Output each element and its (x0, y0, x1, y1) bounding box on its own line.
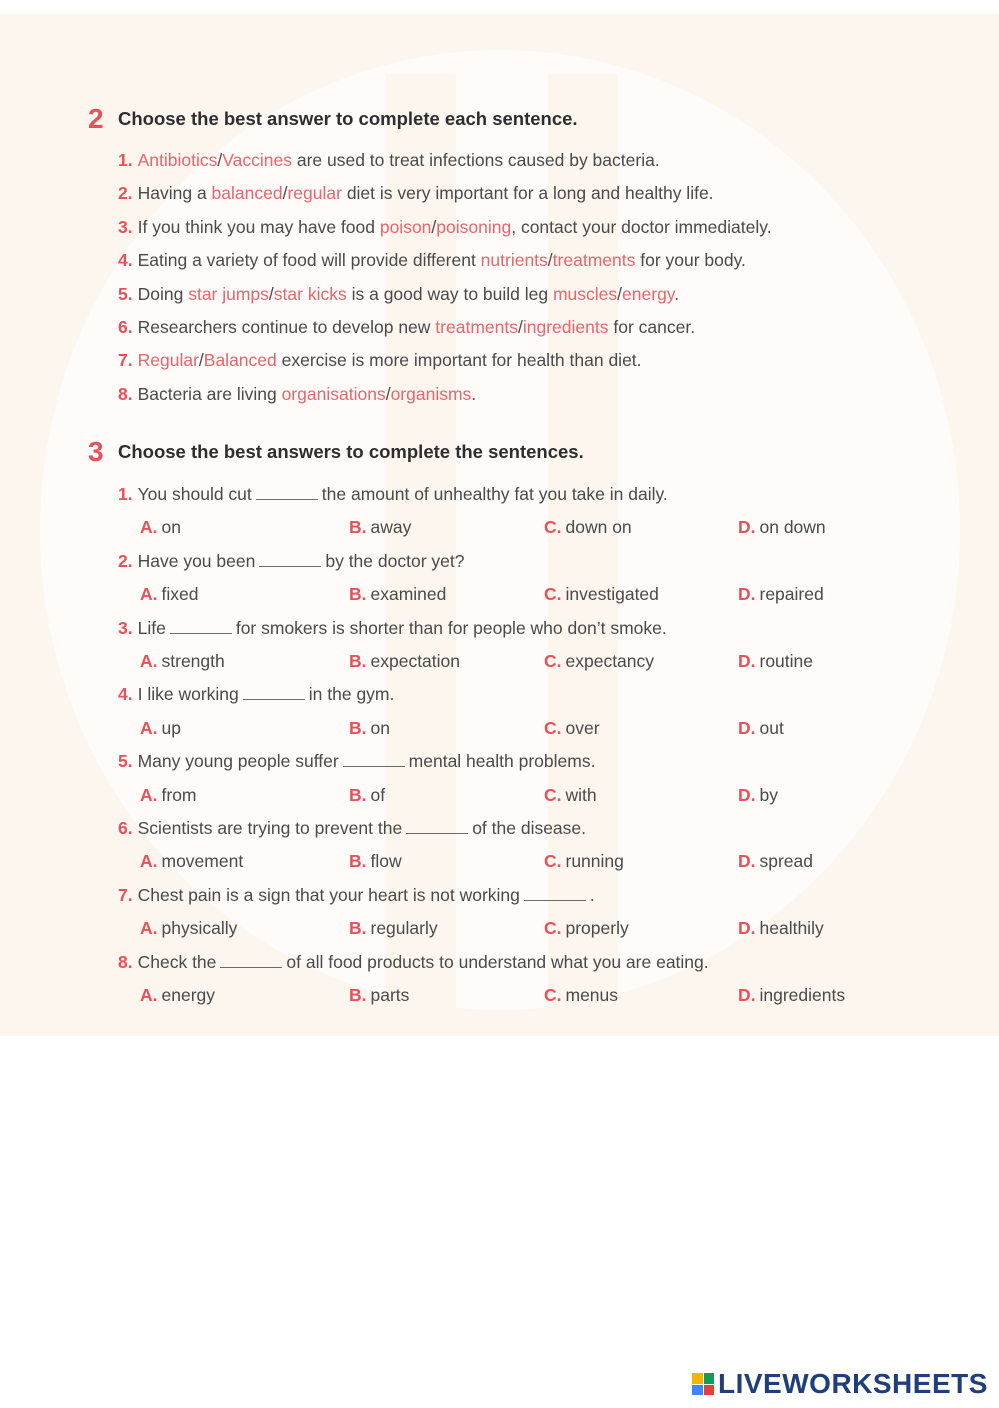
sentence-text: . (674, 283, 680, 304)
answer-choice[interactable]: treatments (435, 317, 518, 337)
option-letter: A. (140, 985, 158, 1005)
option-letter: A. (140, 851, 158, 872)
answer-blank[interactable] (256, 485, 318, 500)
question-text-after: the amount of unhealthy fat you take in daily. (321, 484, 668, 504)
question-text-after: in the gym. (308, 684, 395, 705)
answer-blank[interactable] (170, 619, 232, 634)
answer-option[interactable] (738, 915, 824, 941)
answer-choice[interactable]: Regular (137, 350, 199, 371)
option-letter: B. (349, 985, 367, 1005)
section-3-question (118, 481, 668, 507)
sentence-text: diet is very important for a long and healthy life. (341, 183, 714, 204)
question-text-after: by the doctor yet? (325, 550, 465, 571)
option-text: menus (565, 985, 619, 1005)
brand-name: LIVEWORKSHEETS (718, 1368, 988, 1399)
option-text: healthily (759, 918, 824, 939)
section-3-question (118, 748, 595, 774)
answer-option[interactable] (544, 982, 618, 1008)
answer-option[interactable] (544, 514, 632, 540)
answer-option[interactable] (349, 915, 438, 941)
question-text-before: Have you been (137, 550, 256, 571)
section-2-item (118, 314, 695, 340)
answer-choice[interactable]: Antibiotics (137, 150, 218, 170)
option-text: repaired (759, 584, 824, 605)
answer-choice[interactable]: poison (379, 216, 432, 237)
answer-choice[interactable]: balanced (211, 183, 283, 204)
option-letter: B. (349, 584, 367, 605)
question-text-after: of the disease. (472, 818, 587, 838)
answer-blank[interactable] (343, 752, 405, 767)
question-number: 6. (118, 818, 133, 838)
option-text: parts (370, 985, 410, 1005)
item-number: 3. (118, 216, 133, 237)
option-letter: A. (140, 784, 158, 805)
option-text: examined (370, 584, 447, 605)
liveworksheets-logo[interactable] (692, 1364, 988, 1404)
option-text: expectancy (565, 651, 655, 671)
option-letter: B. (349, 517, 367, 538)
section-2-item (118, 381, 476, 407)
option-letter: C. (544, 784, 562, 805)
option-text: fixed (161, 584, 199, 605)
option-letter: A. (140, 517, 158, 538)
answer-option[interactable] (738, 514, 826, 540)
option-letter: D. (738, 651, 756, 671)
section-3-title: Choose the best answers to complete the sentences. (118, 441, 584, 462)
question-text-after: of all food products to understand what you are eating. (286, 951, 709, 972)
answer-option[interactable] (349, 782, 385, 808)
answer-option[interactable] (349, 982, 409, 1008)
option-letter: A. (140, 717, 158, 738)
option-letter: D. (738, 918, 756, 939)
option-text: on (370, 717, 390, 738)
answer-option[interactable] (544, 581, 659, 607)
answer-blank[interactable] (524, 886, 586, 901)
question-number: 1. (118, 484, 133, 504)
answer-option[interactable] (140, 848, 243, 874)
section-2-title: Choose the best answer to complete each sentence. (118, 108, 578, 129)
answer-blank[interactable] (259, 552, 321, 567)
question-number: 8. (118, 951, 133, 972)
sentence-text: exercise is more important for health than diet. (276, 350, 642, 371)
answer-choice[interactable]: organisations (281, 383, 386, 404)
logo-square (704, 1373, 715, 1384)
answer-option[interactable] (738, 848, 813, 874)
sentence-text: / (431, 216, 437, 237)
answer-option[interactable] (140, 514, 181, 540)
answer-choice[interactable]: star jumps (188, 283, 269, 304)
option-letter: C. (544, 584, 562, 605)
option-text: investigated (565, 584, 659, 605)
sentence-text: / (268, 283, 274, 304)
option-text: down on (565, 517, 632, 538)
sentence-text: / (217, 150, 223, 170)
sentence-text: , contact your doctor immediately. (511, 216, 772, 237)
question-text-after: . (589, 884, 595, 905)
item-number: 4. (118, 250, 133, 271)
option-letter: A. (140, 918, 158, 939)
sentence-text: If you think you may have food (137, 216, 380, 237)
option-text: over (565, 717, 600, 738)
answer-option[interactable] (349, 514, 411, 540)
option-letter: A. (140, 651, 158, 671)
option-text: strength (161, 651, 225, 671)
answer-blank[interactable] (243, 685, 305, 700)
logo-square (692, 1385, 703, 1396)
answer-option[interactable] (738, 982, 845, 1008)
sentence-text: Bacteria are living (137, 383, 282, 404)
logo-square (704, 1385, 715, 1396)
option-letter: B. (349, 717, 367, 738)
question-text-before: Chest pain is a sign that your heart is not working (137, 884, 520, 905)
option-letter: B. (349, 784, 367, 805)
option-text: energy (161, 985, 216, 1005)
answer-option[interactable] (140, 982, 215, 1008)
option-text: routine (759, 651, 814, 671)
question-number: 5. (118, 751, 133, 772)
option-letter: B. (349, 851, 367, 872)
sentence-text: / (282, 183, 288, 204)
option-letter: B. (349, 918, 367, 939)
section-3-header (88, 435, 584, 469)
question-text-after: for smokers is shorter than for people who don’t smoke. (235, 617, 667, 638)
section-2-item (118, 214, 772, 240)
option-letter: C. (544, 517, 562, 538)
option-text: running (565, 851, 624, 872)
option-letter: D. (738, 517, 756, 538)
question-text-before: Check the (137, 951, 217, 972)
question-number: 3. (118, 617, 133, 638)
option-letter: C. (544, 851, 562, 872)
sentence-text: / (617, 283, 623, 304)
answer-choice[interactable]: regular (287, 183, 342, 204)
answer-option[interactable] (544, 782, 597, 808)
sentence-text: is a good way to build leg (346, 283, 553, 304)
answer-choice[interactable]: nutrients (480, 250, 548, 271)
answer-option[interactable] (349, 648, 460, 674)
section-3-question (118, 882, 595, 908)
section-3-number: 3 (88, 436, 104, 467)
answer-option[interactable] (544, 915, 629, 941)
answer-choice[interactable]: poisoning (436, 216, 512, 237)
section-2-header (88, 102, 578, 136)
answer-option[interactable] (544, 848, 624, 874)
option-letter: D. (738, 717, 756, 738)
option-text: on (161, 517, 181, 538)
answer-option[interactable] (544, 648, 654, 674)
sentence-text: are used to treat infections caused by bacteria. (291, 150, 660, 170)
section-2-item (118, 147, 660, 173)
option-letter: D. (738, 851, 756, 872)
item-number: 2. (118, 183, 133, 204)
answer-choice[interactable]: ingredients (522, 317, 609, 337)
answer-choice[interactable]: Balanced (203, 350, 277, 371)
item-number: 1. (118, 150, 133, 170)
answer-option[interactable] (738, 648, 813, 674)
sentence-text: Researchers continue to develop new (137, 317, 436, 337)
question-text-after: mental health problems. (408, 751, 596, 772)
section-3-question (118, 548, 464, 574)
section-3-question (118, 949, 709, 975)
section-2-number: 2 (88, 103, 104, 134)
answer-option[interactable] (140, 581, 198, 607)
option-letter: C. (544, 985, 562, 1005)
option-text: up (161, 717, 181, 738)
option-text: spread (759, 851, 814, 872)
section-2-item (118, 180, 714, 206)
sentence-text: / (198, 350, 204, 371)
option-letter: D. (738, 584, 756, 605)
sentence-text: for cancer. (608, 317, 696, 337)
section-3-question (118, 681, 394, 707)
option-text: of (370, 784, 386, 805)
option-text: physically (161, 918, 238, 939)
option-text: by (759, 784, 778, 805)
option-text: out (759, 717, 784, 738)
sentence-text: for your body. (635, 250, 746, 271)
section-3-question (118, 615, 667, 641)
option-letter: D. (738, 784, 756, 805)
option-text: regularly (370, 918, 438, 939)
section-2-item (118, 247, 746, 273)
item-number: 7. (118, 350, 133, 371)
option-text: movement (161, 851, 244, 872)
option-letter: A. (140, 584, 158, 605)
option-text: properly (565, 918, 629, 939)
answer-choice[interactable]: energy (622, 283, 675, 304)
question-text-before: You should cut (137, 484, 252, 504)
sentence-text: / (517, 317, 523, 337)
answer-option[interactable] (349, 581, 446, 607)
option-letter: C. (544, 717, 562, 738)
question-number: 7. (118, 884, 133, 905)
logo-square (692, 1373, 703, 1384)
option-text: from (161, 784, 197, 805)
sentence-text: . (471, 383, 477, 404)
sentence-text: / (547, 250, 553, 271)
option-letter: D. (738, 985, 756, 1005)
answer-option[interactable] (140, 715, 181, 741)
item-number: 5. (118, 283, 133, 304)
worksheet-content (0, 14, 999, 1036)
answer-blank[interactable] (220, 953, 282, 968)
answer-option[interactable] (738, 581, 824, 607)
sentence-text: Eating a variety of food will provide different (137, 250, 481, 271)
item-number: 8. (118, 383, 133, 404)
answer-option[interactable] (140, 782, 197, 808)
sentence-text: Doing (137, 283, 189, 304)
liveworksheets-logo-icon (692, 1373, 714, 1395)
option-text: on down (759, 517, 826, 538)
answer-option[interactable] (349, 715, 390, 741)
question-text-before: I like working (137, 684, 239, 705)
answer-choice[interactable]: star kicks (273, 283, 347, 304)
answer-choice[interactable]: treatments (552, 250, 636, 271)
option-text: flow (370, 851, 402, 872)
answer-option[interactable] (140, 915, 237, 941)
section-2-item (118, 281, 679, 307)
answer-option[interactable] (349, 848, 402, 874)
answer-option[interactable] (544, 715, 600, 741)
question-text-before: Life (137, 617, 166, 638)
answer-choice[interactable]: organisms (390, 383, 472, 404)
item-number: 6. (118, 317, 133, 337)
option-letter: B. (349, 651, 367, 671)
section-2-item (118, 347, 642, 373)
section-3-question (118, 815, 586, 841)
option-text: ingredients (759, 985, 846, 1005)
answer-option[interactable] (140, 648, 225, 674)
option-text: expectation (370, 651, 461, 671)
option-letter: C. (544, 918, 562, 939)
answer-choice[interactable]: Vaccines (222, 150, 292, 170)
answer-option[interactable] (738, 715, 784, 741)
sentence-text: Having a (137, 183, 212, 204)
option-text: away (370, 517, 412, 538)
option-text: with (565, 784, 597, 805)
answer-choice[interactable]: muscles (552, 283, 618, 304)
answer-option[interactable] (738, 782, 778, 808)
answer-blank[interactable] (406, 819, 468, 834)
question-number: 2. (118, 550, 133, 571)
question-text-before: Many young people suffer (137, 751, 339, 772)
sentence-text: / (385, 383, 391, 404)
question-text-before: Scientists are trying to prevent the (137, 818, 403, 838)
question-number: 4. (118, 684, 133, 705)
option-letter: C. (544, 651, 562, 671)
worksheet-page (0, 14, 999, 1036)
